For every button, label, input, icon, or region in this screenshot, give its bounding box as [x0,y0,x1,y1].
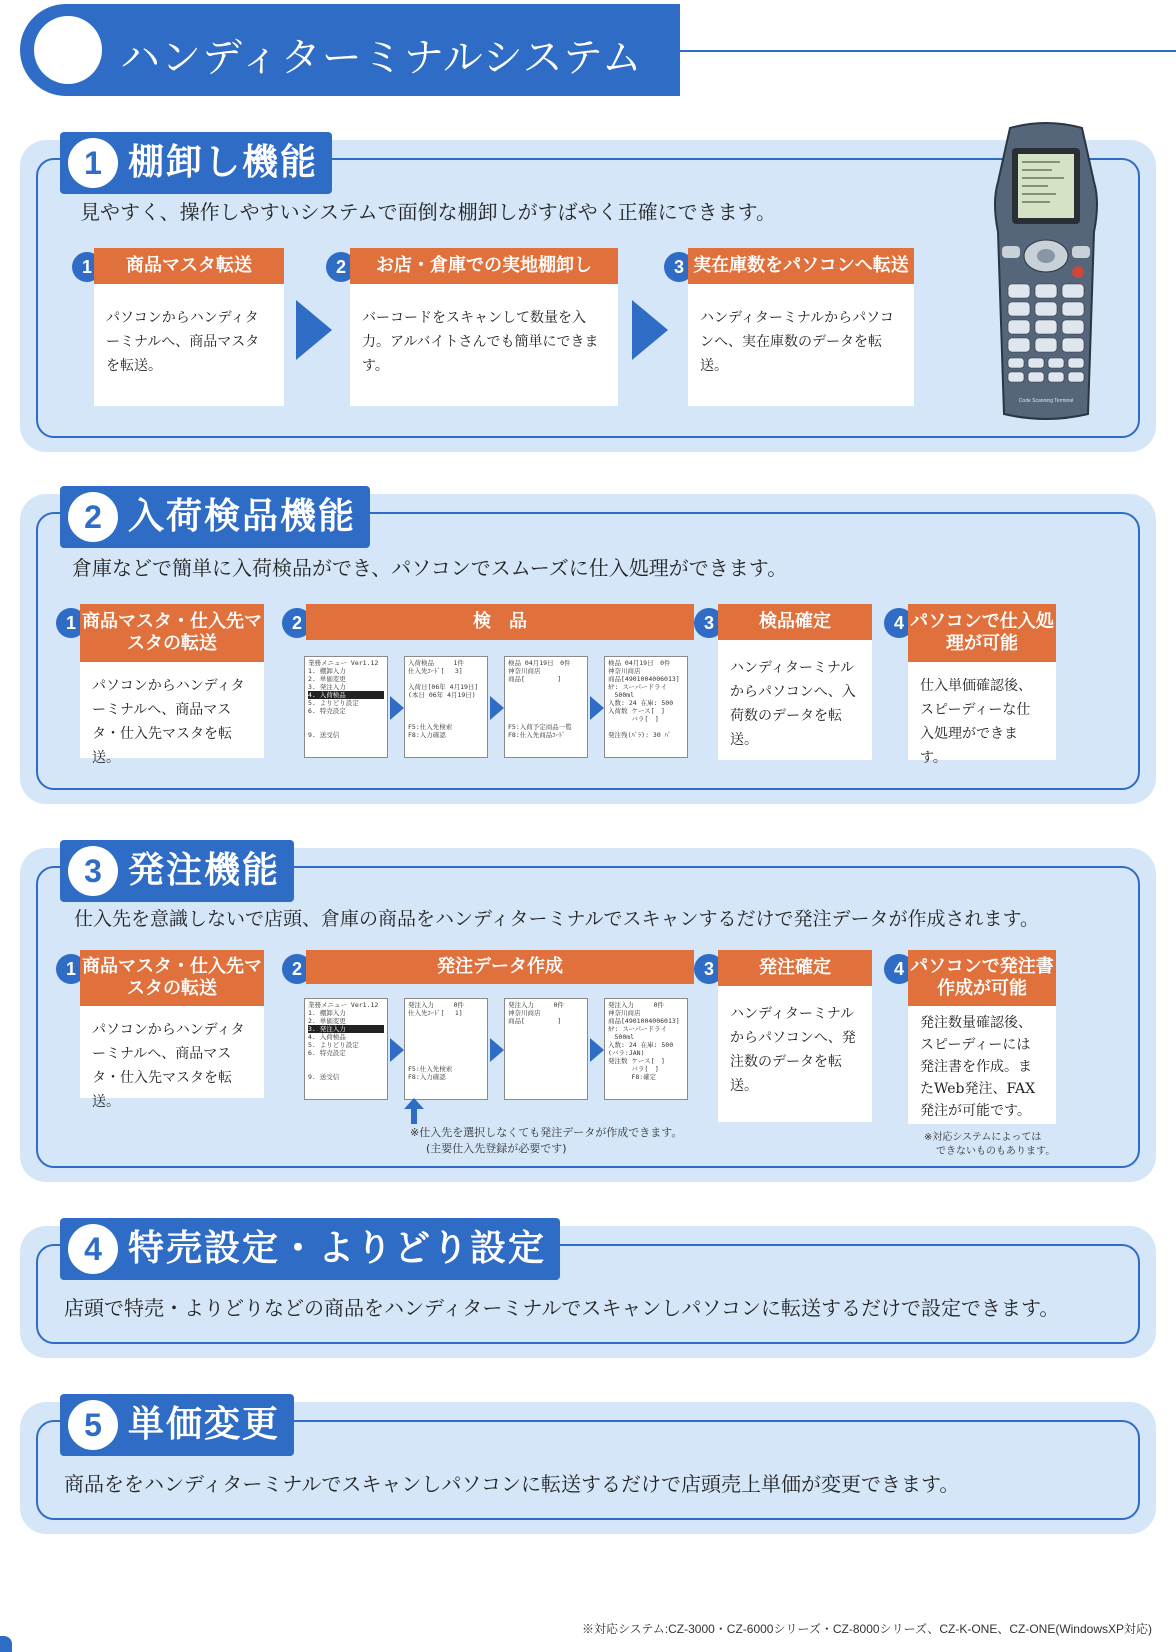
page-title: ハンディターミナルシステム [120,35,643,81]
step-text: 仕入単価確認後、スピーディーな仕入処理ができます。 [908,662,1056,760]
terminal-screen-thumbnail [304,656,388,758]
section-tab [60,132,332,194]
terminal-screen-thumbnail [504,656,588,758]
flow-arrow-icon [390,1038,404,1062]
section-number: 5 [68,1400,118,1450]
screen-line [408,1017,484,1025]
screen-line: 検品 04月19日 0件 [508,659,571,667]
section-title: 発注機能 [128,850,281,891]
screen-line [508,691,584,699]
screen-line: 1. 棚卸入力 [308,1009,346,1017]
flow-arrow-icon [590,1038,604,1062]
screen-line: 3. 発注入力 [308,1025,384,1033]
terminal-screen-thumbnail [604,998,688,1100]
screen-line: 神奈川商店 [508,1009,541,1017]
screen-line [408,1049,484,1057]
screen-line [508,1041,584,1049]
screen-line: 500ml [608,1033,635,1041]
step-title: 実在庫数をパソコンへ転送 [688,248,914,284]
screen-line: 入数: 24 在庫: 500 [608,699,674,707]
screen-line [308,723,384,731]
note-text: ※対応システムによっては [924,1132,1042,1143]
step-number: 1 [72,252,102,282]
screen-line [508,1025,584,1033]
screen-line: バラ[ ] [608,1065,659,1073]
screen-line [408,1025,484,1033]
section-number: 1 [68,138,118,188]
screen-sequence [304,998,704,1104]
step-number: 4 [884,954,914,984]
step-number: 2 [282,608,312,638]
screen-line [508,715,584,723]
step-number: 3 [664,252,694,282]
screen-line [408,675,484,683]
screen-line [308,1065,384,1073]
screen-line: F8:入力確認 [408,1073,446,1081]
screen-line: F5:仕入先検索 [408,723,453,731]
screen-line [408,1033,484,1041]
flow-arrow-icon [590,696,604,720]
screen-line: 神奈川商店 [608,667,641,675]
screen-line: F5:入荷予定商品一覧 [508,723,572,731]
step-text: バーコードをスキャンして数量を入力。アルバイトさんでも簡単にできます。 [350,284,618,406]
step-text: ハンディターミナルからパソコンへ、実在庫数のデータを転送。 [688,284,914,406]
section-tab [60,840,294,902]
flow-arrow-icon [490,1038,504,1062]
section-number: 2 [68,492,118,542]
step-number: 3 [694,608,724,638]
section-description: 仕入先を意識しないで店頭、倉庫の商品をハンディターミナルでスキャンするだけで発注データが作成されます。 [74,908,1040,930]
step-text: パソコンからハンディターミナルへ、商品マスタ・仕入先マスタを転送。 [80,1006,264,1098]
screen-line: 神奈川商店 [508,667,541,675]
section-special-sale-settings [20,1226,1156,1358]
screen-line [408,1041,484,1049]
screen-line: 神奈川商店 [608,1009,641,1017]
screen-line [308,1057,384,1065]
screen-line: 仕入先ｺｰﾄﾞ[ 3] [408,667,463,675]
screen-line: (本日 06年 4月19日) [408,691,476,699]
section-tab [60,1218,560,1280]
screen-line [508,1065,584,1073]
screen-line: 5. よりどり設定 [308,1041,359,1049]
screen-line: 入数: 24 在庫: 500 [608,1041,674,1049]
step-title: 商品マスタ・仕入先マスタの転送 [80,604,264,662]
section-description: 店頭で特売・よりどりなどの商品をハンディターミナルでスキャンしパソコンに転送するだけで設定できます。 [64,1296,1060,1320]
section-description: 見やすく、操作しやすいシステムで面倒な棚卸しがすばやく正確にできます。 [80,200,776,224]
screen-line [508,683,584,691]
note-text: (主要仕入先登録が必要です) [426,1142,567,1155]
step-number: 1 [56,608,86,638]
step-title: パソコンで発注書作成が可能 [908,950,1056,1006]
screen-line: 9. 送受信 [308,1073,340,1081]
screen-line: 2. 単価変更 [308,675,346,683]
screen-line: ｶﾅ: スーパードライ [608,683,667,691]
screen-line [508,699,584,707]
screen-line [508,1033,584,1041]
screen-line: 商品[ ] [508,675,562,683]
step-title: 検品確定 [718,604,872,640]
step-title: 発注確定 [718,950,872,986]
step-text: パソコンからハンディターミナルへ、商品マスタを転送。 [94,284,284,406]
step-title: お店・倉庫での実地棚卸し [350,248,618,284]
screen-line: 9. 送受信 [308,731,340,739]
screen-line: バラ[ ] [608,715,659,723]
section-title: 特売設定・よりどり設定 [128,1228,547,1269]
step-title: 商品マスタ転送 [94,248,284,284]
screen-line: F5:仕入先検索 [408,1065,453,1073]
screen-line: F8:仕入先商品ｺｰﾄﾞ [508,731,566,739]
screen-line [408,707,484,715]
screen-line: 6. 特売設定 [308,1049,346,1057]
header-rule [660,50,1176,52]
note-text: ※仕入先を選択しなくても発注データが作成できます。 [410,1126,683,1139]
page-header [20,4,1176,96]
section-tab [60,486,370,548]
up-arrow-icon [404,1098,424,1124]
screen-line: 3. 発注入力 [308,683,346,691]
screen-line: 入荷検品 1件 [408,659,464,667]
step-title: 商品マスタ・仕入先マスタの転送 [80,950,264,1006]
step-title: 発注データ作成 [306,950,694,984]
section-unit-price-change [20,1402,1156,1534]
screen-line: 発注数 ケース[ ] [608,1057,665,1065]
screen-line [608,723,684,731]
flow-arrow-icon [296,300,332,360]
screen-line: F8:確定 [608,1073,657,1081]
screen-line: 発注入力 0件 [508,1001,564,1009]
step-text: 発注数量確認後、スピーディーには発注書を作成。またWeb発注、FAX発注が可能です。 [908,1006,1056,1124]
screen-sequence [304,656,704,762]
footer-note: ※対応システム:CZ-3000・CZ-6000シリーズ・CZ-8000シリーズ、CZ-K-ONE、CZ-ONE(WindowsXP対応) [581,1622,1152,1636]
screen-line [408,699,484,707]
screen-line: 5. よりどり設定 [308,699,359,707]
screen-line: 業務メニュー Ver1.12 [308,1001,379,1009]
step-number: 1 [56,954,86,984]
step-text: ハンディターミナルからパソコンへ、入荷数のデータを転送。 [718,640,872,760]
screen-line [508,1049,584,1057]
flow-arrow-icon [390,696,404,720]
screen-line [508,1073,584,1081]
terminal-screen-thumbnail [404,656,488,758]
screen-line: 1. 棚卸入力 [308,667,346,675]
screen-line [408,1057,484,1065]
step-number: 3 [694,954,724,984]
screen-line: 商品[4901004006013] [608,1017,680,1025]
step-number: 2 [282,954,312,984]
screen-line: 6. 特売設定 [308,707,346,715]
section-description: 商品ををハンディターミナルでスキャンしパソコンに転送するだけで店頭売上単価が変更できます。 [64,1472,960,1496]
note-text: できないものもあります。 [936,1146,1056,1157]
step-number: 2 [326,252,356,282]
terminal-screen-thumbnail [504,998,588,1100]
screen-line [508,707,584,715]
screen-line: (バラ:JAN) [608,1049,645,1057]
step-title: パソコンで仕入処理が可能 [908,604,1056,662]
screen-line: 検品 04月19日 0件 [608,659,671,667]
screen-line: 仕入先ｺｰﾄﾞ[ 1] [408,1009,463,1017]
section-ordering [20,848,1156,1182]
section-receiving-inspection [20,494,1156,804]
screen-line: 500ml [608,691,635,699]
step-title: 検 品 [306,604,694,640]
section-title: 単価変更 [128,1404,281,1445]
screen-line: 入荷日[06年 4月19日] [408,683,479,691]
section-tab [60,1394,294,1456]
flow-arrow-icon [632,300,668,360]
screen-line [508,1057,584,1065]
screen-line: 商品[ ] [508,1017,562,1025]
device-brand: Code Scanning Terminal [1018,398,1074,404]
screen-line [408,715,484,723]
terminal-screen-thumbnail [604,656,688,758]
screen-line: 4. 入荷検品 [308,1033,346,1041]
flow-arrow-icon [490,696,504,720]
terminal-screen-thumbnail [404,998,488,1100]
screen-line [308,715,384,723]
screen-line: 2. 単価変更 [308,1017,346,1025]
step-number: 4 [884,608,914,638]
section-stocktaking [20,140,1156,452]
section-title: 棚卸し機能 [128,142,319,183]
screen-line: 商品[4901004006013] [608,675,680,683]
section-number: 4 [68,1224,118,1274]
section-description: 倉庫などで簡単に入荷検品ができ、パソコンでスムーズに仕入処理ができます。 [72,556,788,580]
screen-line: 発注入力 0件 [408,1001,464,1009]
section-number: 3 [68,846,118,896]
page-corner-mark [0,1636,12,1652]
terminal-screen-thumbnail [304,998,388,1100]
section-title: 入荷検品機能 [128,496,357,537]
header-circle [34,16,102,84]
screen-line: 入荷数 ケース[ ] [608,707,665,715]
handheld-terminal-image [990,122,1102,422]
screen-line: 発注入力 0件 [608,1001,664,1009]
screen-line: 業務メニュー Ver1.12 [308,659,379,667]
screen-line: 4. 入荷検品 [308,691,384,699]
step-text: ハンディターミナルからパソコンへ、発注数のデータを転送。 [718,986,872,1122]
screen-line: 発注残(ﾊﾞﾗ): 30 ﾊﾞ [608,731,672,739]
step-text: パソコンからハンディターミナルへ、商品マスタ・仕入先マスタを転送。 [80,662,264,758]
screen-line: F8:入力確認 [408,731,446,739]
screen-line: ｶﾅ: スーパードライ [608,1025,667,1033]
